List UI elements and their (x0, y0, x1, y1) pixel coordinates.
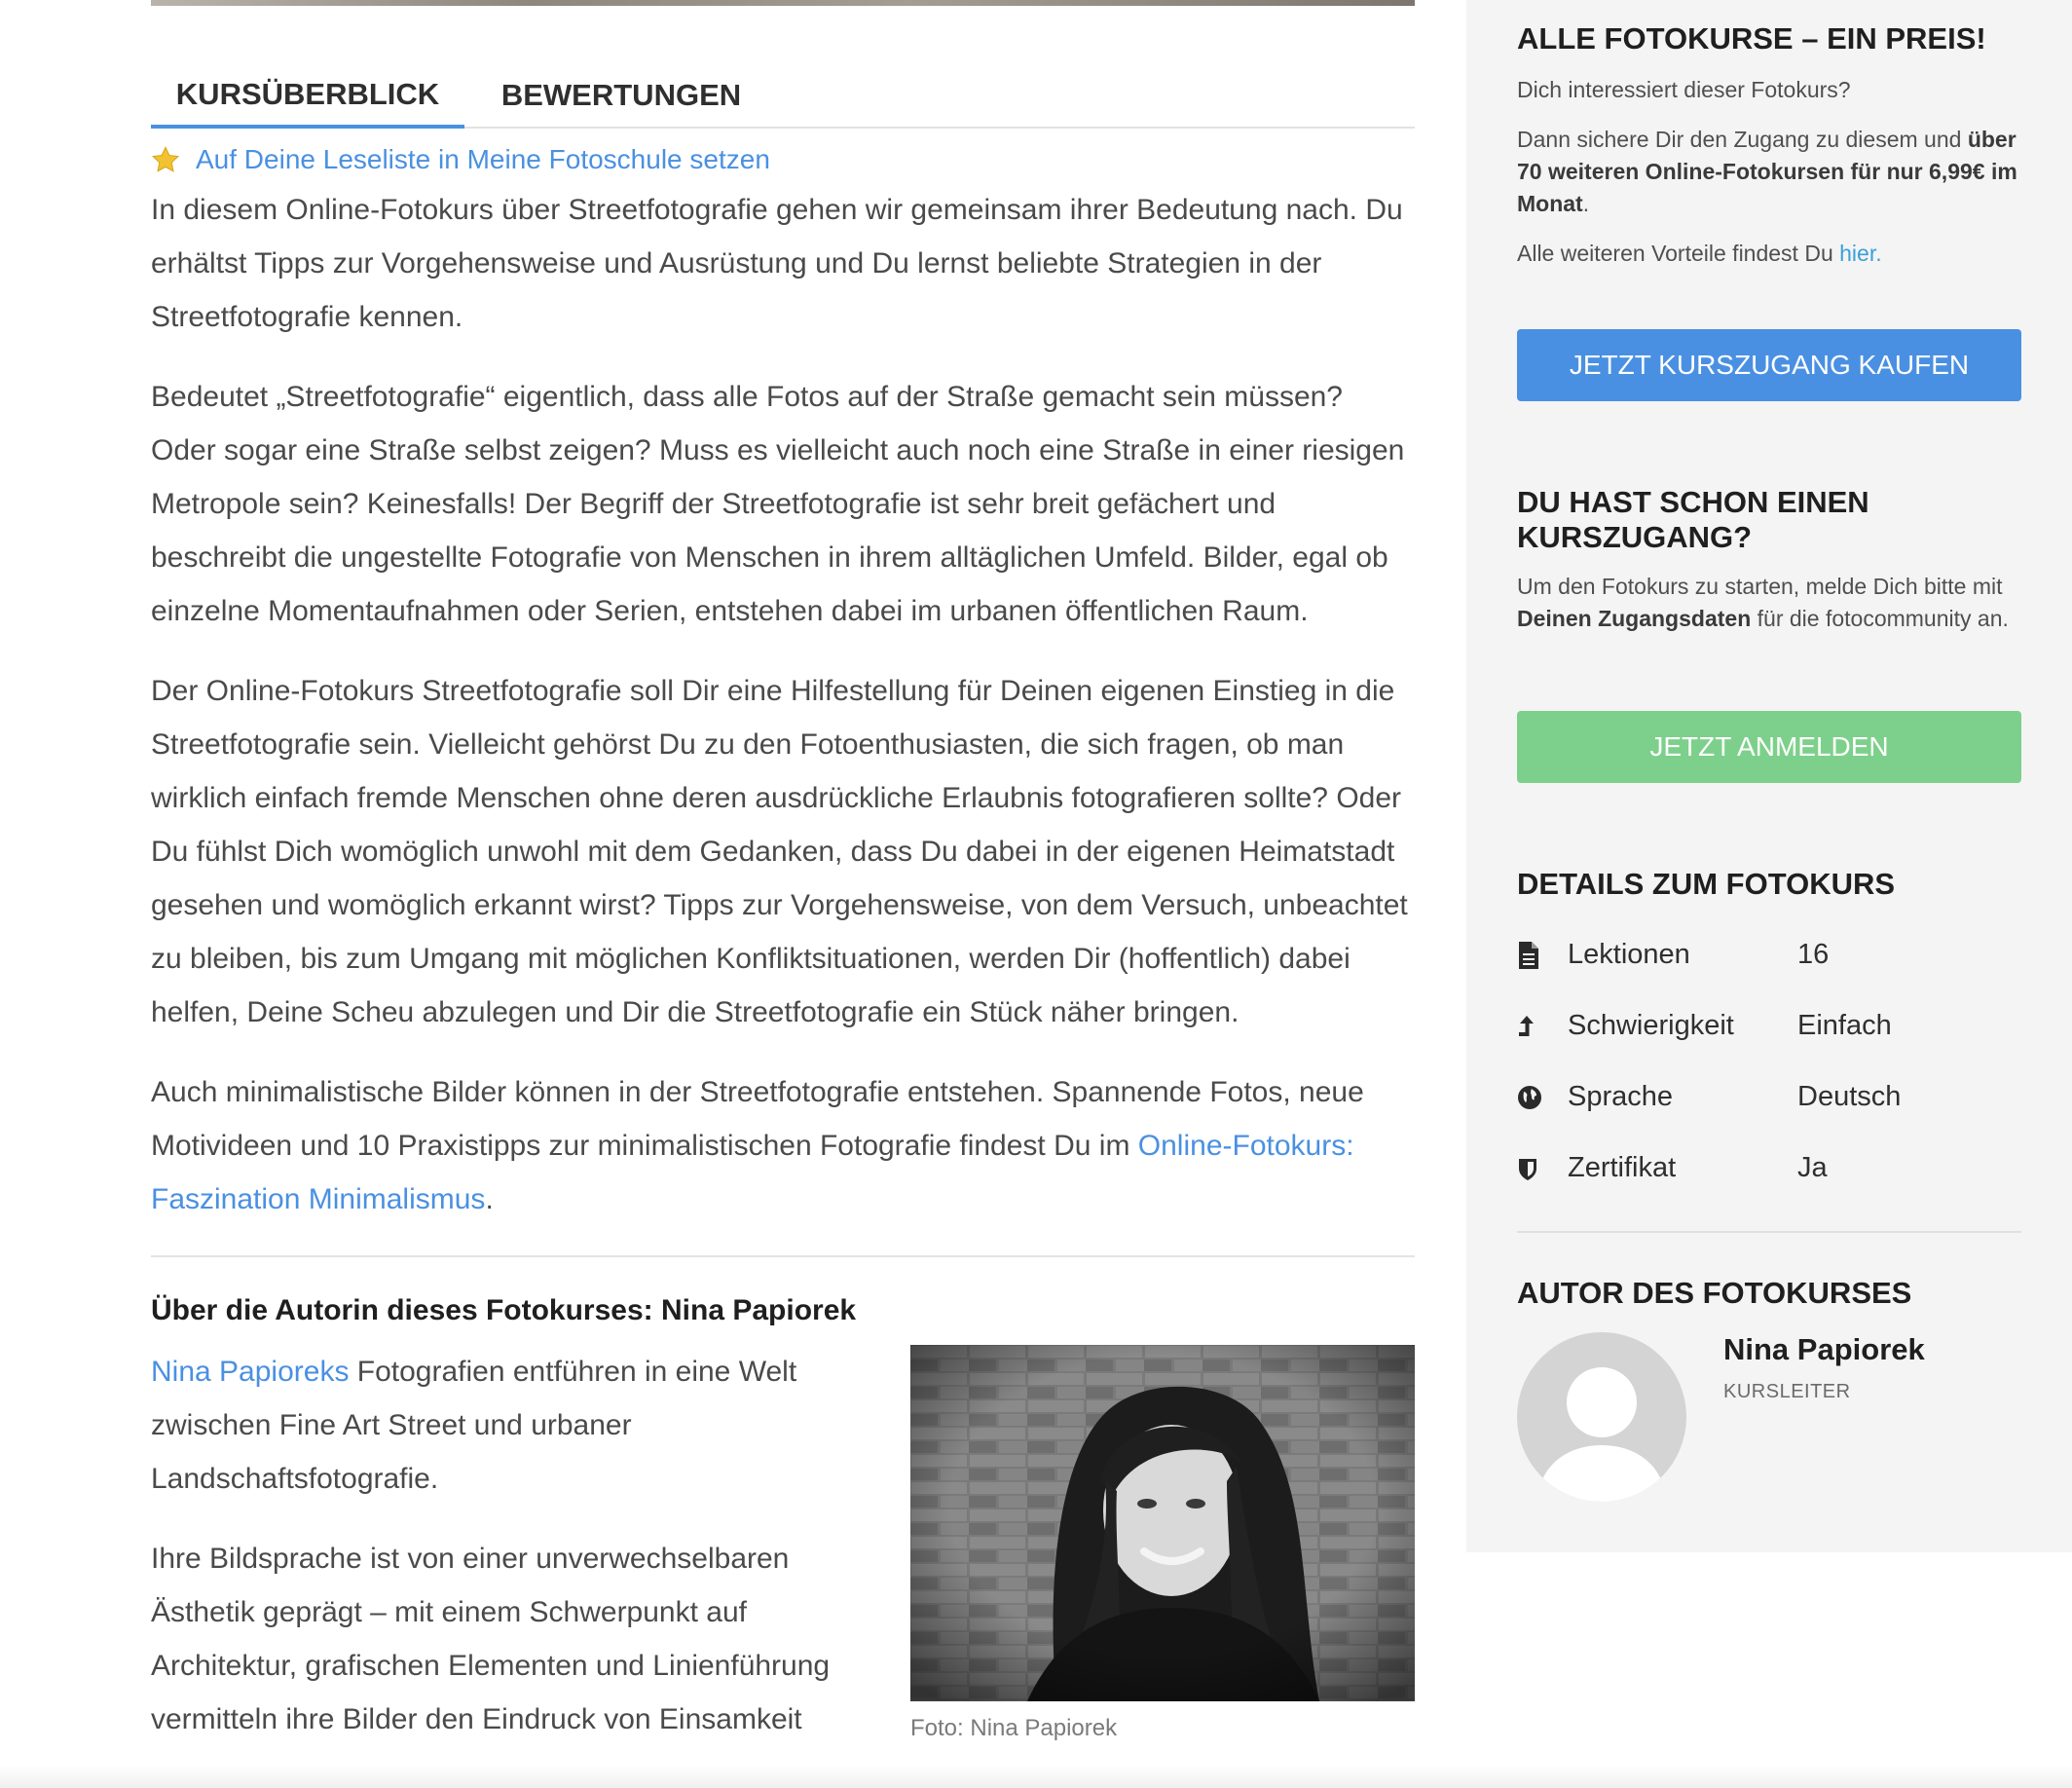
offer-more (1517, 238, 2021, 270)
course-description (151, 136, 1415, 1772)
photo-caption: Foto: Nina Papiorek (910, 1715, 1118, 1741)
detail-label: Zertifikat (1568, 1152, 1677, 1183)
login-title: DU HAST SCHON EINEN KURSZUGANG? (1517, 485, 1869, 554)
paragraph-4-end: . (485, 1183, 494, 1215)
author-profile-link[interactable]: Nina Papioreks (151, 1356, 350, 1388)
detail-row-language (1517, 1062, 2021, 1133)
offer-text-start: Dann sichere Dir den Zugang zu diesem und (1517, 127, 1968, 152)
detail-label: Schwierigkeit (1568, 1010, 1734, 1041)
document-icon (1517, 941, 1568, 970)
details-title: DETAILS ZUM FOTOKURS (1517, 867, 1896, 901)
author-photo (910, 1345, 1415, 1701)
author-section-heading: Über die Autorin dieses Fotokurses: Nina Papiorek (151, 1294, 857, 1326)
offer-text-end: . (1582, 191, 1590, 216)
login-box (1517, 485, 2021, 635)
offer-title: ALLE FOTOKURSE – EIN PREIS! (1517, 21, 1986, 56)
login-credentials-highlight: Deinen Zugangsdaten (1517, 606, 1752, 631)
add-to-readlist-link[interactable] (151, 136, 1415, 183)
offer-more-link[interactable]: hier. (1839, 241, 1882, 266)
description-paragraph-3: Der Online-Fotokurs Streetfotografie soll Dir eine Hilfestellung für Deinen eigenen Einstieg in die Streetfotografie sein. Vielleicht gehörst Du zu den Fotoenthusiasten, die sich fragen, ob man wirklich einfach fremde Menschen ohne deren ausdrückliche Erlaubnis fotografieren sollte? Oder Du fühlst Dich womöglich unwohl mit dem Gedanken, dass Du dabei in der eigenen Heimatstadt gesehen und womöglich erkannt wirst? Tipps zur Vorgehensweise, von dem Versuch, unbeachtet zu bleiben, bis zum Umgang mit möglichen Konfliktsituationen, werden Dir (hoffentlich) dabei helfen, Deine Scheu abzulegen und Dir die Streetfotografie ein Stück näher bringen. (151, 675, 1408, 1028)
paragraph-4-text: Auch minimalistische Bilder können in der Streetfotografie entstehen. Spannende Fotos, neue Motivideen und 10 Praxistipps zur minimalistischen Fotografie findest Du im (151, 1076, 1364, 1162)
star-icon (151, 145, 180, 174)
detail-row-lessons (1517, 919, 2021, 990)
description-paragraph-2: Bedeutet „Streetfotografie“ eigentlich, dass alle Fotos auf der Straße gemacht sein müssen? Oder sogar eine Straße selbst zeigen? Muss es vielleicht auch noch eine Straße in einer riesigen Metropole sein? Keinesfalls! Der Begriff der Streetfotografie ist sehr breit gefächert und beschreibt die ungestellte Fotografie von Menschen in ihrem alltäglichen Umfeld. Bilder, egal ob einzelne Momentaufnahmen oder Serien, entstehen dabei im urbanen öffentlichen Raum. (151, 381, 1405, 627)
bottom-edge (0, 1765, 2072, 1788)
minimalismus-course-link[interactable]: Online-Fotokurs: Faszination Minimalismus (151, 1130, 1354, 1215)
detail-value: Ja (1797, 1152, 1828, 1183)
sidebar (1466, 0, 2072, 1552)
login-button[interactable]: JETZT ANMELDEN (1517, 711, 2021, 783)
detail-value: Deutsch (1797, 1081, 1902, 1112)
author-bio-paragraph-1 (151, 1345, 852, 1506)
buy-access-button[interactable]: JETZT KURSZUGANG KAUFEN (1517, 329, 2021, 401)
detail-label: Sprache (1568, 1081, 1674, 1112)
login-text-start: Um den Fotokurs zu starten, melde Dich bitte mit (1517, 574, 2003, 599)
offer-price-highlight: über 70 weiteren Online-Fotokursen für nur 6,99€ im Monat (1517, 127, 2017, 216)
hero-image-edge (151, 0, 1415, 6)
login-text-end: für die fotocommunity an. (1751, 606, 2009, 631)
author-role: KURSLEITER (1723, 1381, 1851, 1402)
readlist-label: Auf Deine Leseliste in Meine Fotoschule setzen (196, 144, 770, 174)
detail-value: 16 (1797, 939, 1830, 970)
author-bio (151, 1345, 852, 1746)
avatar-placeholder-icon (1517, 1332, 1686, 1502)
sidebar-divider (1517, 1231, 2021, 1233)
course-tabs (151, 64, 1415, 129)
author-box-title: AUTOR DES FOTOKURSES (1517, 1276, 1912, 1310)
detail-row-certificate (1517, 1133, 2021, 1204)
offer-box (1517, 21, 2021, 270)
offer-more-text: Alle weiteren Vorteile findest Du (1517, 241, 1840, 266)
detail-value: Einfach (1797, 1010, 1892, 1041)
detail-label: Lektionen (1568, 939, 1690, 970)
shield-icon (1517, 1156, 1568, 1181)
detail-row-difficulty (1517, 990, 2021, 1062)
offer-question: Dich interessiert dieser Fotokurs? (1517, 77, 1851, 102)
author-bio-paragraph-2: Ihre Bildsprache ist von einer unverwechselbaren Ästhetik geprägt – mit einem Schwerpunkt auf Architektur, grafischen Elementen und Linienführung vermitteln ihre Bilder den Eindruck von Einsamkeit (151, 1543, 831, 1735)
author-section (151, 1345, 1415, 1746)
course-details (1517, 919, 2021, 1204)
author-bio-text-1: Fotografien entführen in eine Welt zwischen Fine Art Street und urbaner Landschaftsfotografie. (151, 1356, 797, 1495)
author-name[interactable]: Nina Papiorek (1723, 1332, 1925, 1366)
description-paragraph-1: In diesem Online-Fotokurs über Streetfotografie gehen wir gemeinsam ihrer Bedeutung nach. Du erhältst Tipps zur Vorgehensweise und Ausrüstung und Du lernst beliebte Strategien in der Streetfotografie kennen. (151, 194, 1403, 333)
tab-overview[interactable]: KURSÜBERBLICK (151, 64, 464, 129)
login-text (1517, 571, 2021, 635)
arrow-up-icon (1517, 1014, 1568, 1039)
tab-reviews[interactable]: BEWERTUNGEN (500, 78, 742, 112)
globe-icon (1517, 1085, 1568, 1110)
section-divider (151, 1255, 1415, 1257)
offer-text (1517, 124, 2021, 220)
description-paragraph-4 (151, 1065, 1415, 1226)
